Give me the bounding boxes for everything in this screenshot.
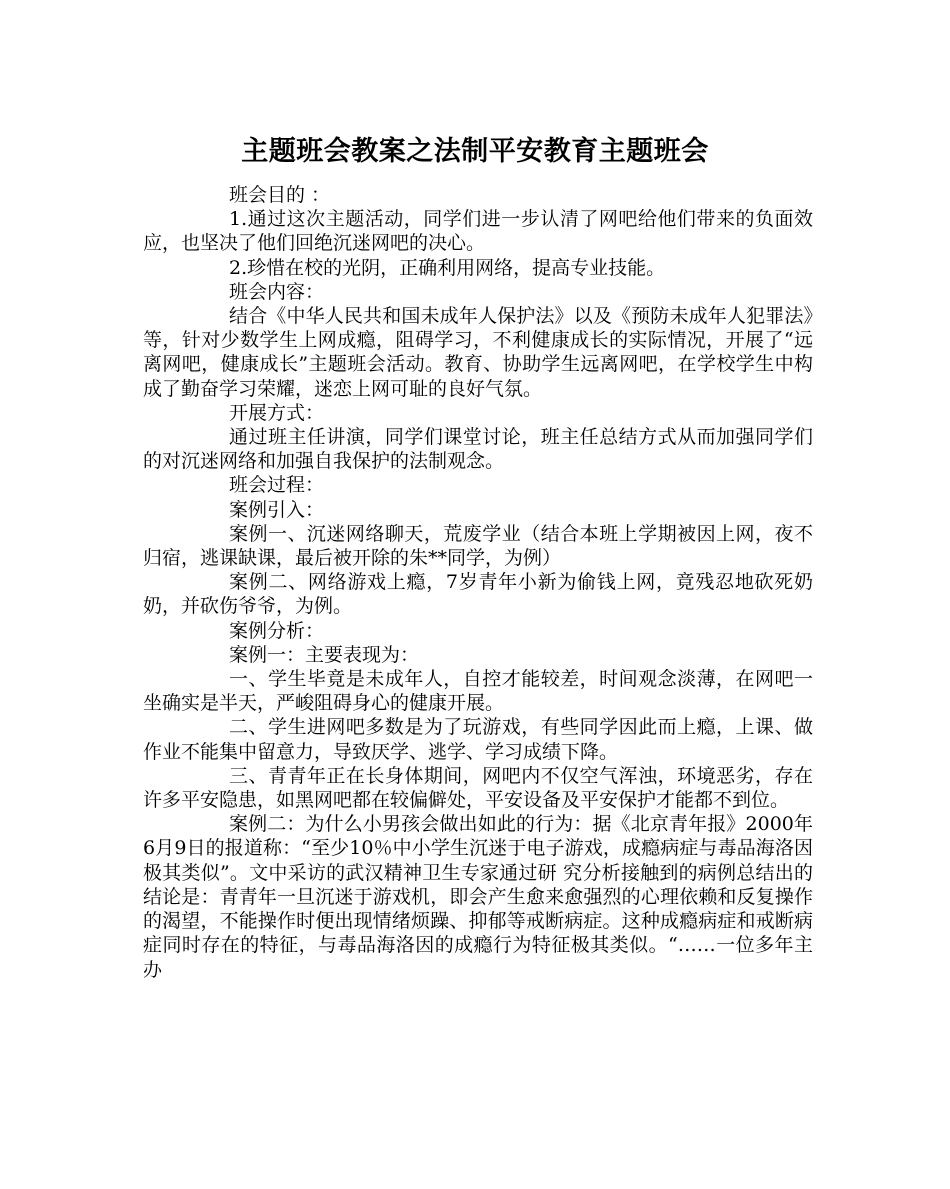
paragraph-analysis-heading: 案例分析： bbox=[229, 619, 325, 642]
paragraph-purpose-2: 2.珍惜在校的光阴，正确利用网络，提高专业技能。 bbox=[229, 256, 666, 279]
paragraph-analysis-point-3: 三、青青年正在长身体期间，网吧内不仅空气浑浊，环境恶劣，存在许多平安隐患，如黑网吧都在较偏僻处，平安设备及平安保护才能都不到位。 bbox=[143, 764, 813, 812]
paragraph-case-1: 案例一、沉迷网络聊天，荒废学业（结合本班上学期被因上网，夜不归宿，逃课缺课，最后被开除的朱**同学，为例） bbox=[143, 522, 813, 570]
paragraph-method: 通过班主任讲演，同学们课堂讨论，班主任总结方式从而加强同学们的对沉迷网络和加强自我保护的法制观念。 bbox=[143, 426, 813, 473]
paragraph-content: 结合《中华人民共和国未成年人保护法》以及《预防未成年人犯罪法》等，针对少数学生上网成瘾，阻碍学习，不利健康成长的实际情况，开展了“远离网吧，健康成长”主题班会活动。教育、协助学生远离网吧，在学校学生中构成了勤奋学习荣耀，迷恋上网可耻的良好气氛。 bbox=[143, 305, 813, 400]
paragraph-purpose-1: 1.通过这次主题活动，同学们进一步认清了网吧给他们带来的负面效应，也坚决了他们回绝沉迷网吧的决心。 bbox=[143, 208, 813, 255]
paragraph-method-heading: 开展方式： bbox=[229, 401, 325, 424]
paragraph-analysis-case-1: 案例一：主要表现为： bbox=[229, 643, 420, 666]
paragraph-analysis-case-2: 案例二：为什么小男孩会做出如此的行为：据《北京青年报》2000年6月9日的报道称：“至少10％中小学生沉迷于电子游戏，成瘾病症与毒品海洛因极其类似”。文中采访的武汉精神卫生专家通过研 究分析接触到的病例总结出的结论是：青青年一旦沉迷于游戏机，即会产生愈来愈强烈的心理依赖和反复操作的渴望，不能操作时便出现情绪烦躁、抑郁等戒断病症。这种成瘾病症和戒断病症同时存在的特征，与毒品海洛因的成瘾行为特征极其类似。“……一位多年主办 bbox=[143, 813, 813, 981]
document-title: 主题班会教案之法制平安教育主题班会 bbox=[241, 136, 709, 167]
paragraph-case-2: 案例二、网络游戏上瘾，7岁青年小新为偷钱上网，竟残忍地砍死奶奶，并砍伤爷爷，为例。 bbox=[143, 571, 813, 618]
document-body bbox=[143, 183, 813, 982]
paragraph-purpose-heading: 班会目的 ： bbox=[229, 184, 331, 206]
paragraph-analysis-point-2: 二、学生进网吧多数是为了玩游戏，有些同学因此而上瘾，上课、做作业不能集中留意力，导致厌学、逃学、学习成绩下降。 bbox=[143, 716, 813, 763]
paragraph-content-heading: 班会内容： bbox=[229, 280, 325, 303]
paragraph-process-heading: 班会过程： bbox=[229, 474, 325, 497]
paragraph-case-intro-heading: 案例引入： bbox=[229, 498, 325, 521]
paragraph-analysis-point-1: 一、学生毕竟是未成年人，自控才能较差，时间观念淡薄，在网吧一坐确实是半天，严峻阻碍身心的健康开展。 bbox=[143, 668, 813, 715]
